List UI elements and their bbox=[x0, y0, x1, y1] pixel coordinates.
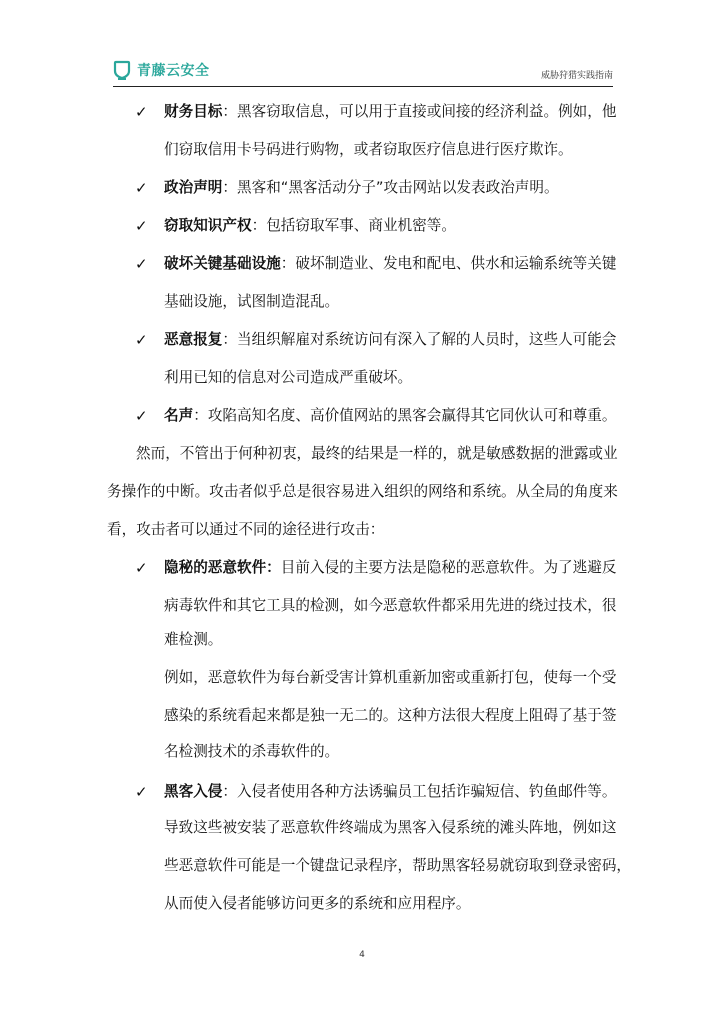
bullet-continuation: 基础设施，试图制造混乱。 bbox=[164, 293, 340, 310]
page-number: 4 bbox=[359, 950, 365, 960]
check-icon: ✓ bbox=[135, 331, 148, 349]
check-icon: ✓ bbox=[135, 217, 148, 235]
bullet-continuation: 些恶意软件可能是一个键盘记录程序，帮助黑客轻易就窃取到登录密码， bbox=[164, 857, 632, 874]
logo-text: 青藤云安全 bbox=[137, 63, 210, 79]
bullet-item: 黑客入侵：入侵者使用各种方法诱骗员工包括诈骗短信、钓鱼邮件等。 bbox=[164, 783, 617, 800]
check-icon: ✓ bbox=[135, 103, 148, 121]
bullet-continuation: 利用已知的信息对公司造成严重破坏。 bbox=[164, 369, 413, 386]
bullet-item: 财务目标：黑客窃取信息，可以用于直接或间接的经济利益。例如，他 bbox=[164, 103, 617, 120]
bullet-continuation: 例如，恶意软件为每台新受害计算机重新加密或重新打包，使每一个受 bbox=[164, 669, 617, 686]
bullet-item: 政治声明：黑客和“黑客活动分子”攻击网站以发表政治声明。 bbox=[164, 179, 559, 196]
bullet-item: 窃取知识产权：包括窃取军事、商业机密等。 bbox=[164, 217, 456, 234]
bullet-continuation: 病毒软件和其它工具的检测，如今恶意软件都采用先进的绕过技术，很 bbox=[164, 597, 617, 614]
page-header bbox=[113, 56, 613, 87]
check-icon: ✓ bbox=[135, 783, 148, 801]
bullet-item: 恶意报复：当组织解雇对系统访问有深入了解的人员时，这些人可能会 bbox=[164, 331, 617, 348]
bullet-continuation: 难检测。 bbox=[164, 631, 223, 648]
document-title: 威胁狩猎实践指南 bbox=[540, 71, 613, 81]
paragraph-line: 然而，不管出于何种初衷，最终的结果是一样的，就是敏感数据的泄露或业 bbox=[136, 445, 618, 462]
paragraph-line: 看，攻击者可以通过不同的途径进行攻击： bbox=[107, 521, 385, 538]
check-icon: ✓ bbox=[135, 559, 148, 577]
logo bbox=[113, 60, 210, 80]
shield-logo-icon bbox=[113, 60, 131, 80]
check-icon: ✓ bbox=[135, 407, 148, 425]
bullet-item: 隐秘的恶意软件：目前入侵的主要方法是隐秘的恶意软件。为了逃避反 bbox=[164, 559, 617, 576]
bullet-item: 名声：攻陷高知名度、高价值网站的黑客会赢得其它同伙认可和尊重。 bbox=[164, 407, 617, 424]
bullet-continuation: 们窃取信用卡号码进行购物，或者窃取医疗信息进行医疗欺诈。 bbox=[164, 141, 573, 158]
check-icon: ✓ bbox=[135, 179, 148, 197]
bullet-continuation: 从而使入侵者能够访问更多的系统和应用程序。 bbox=[164, 895, 471, 912]
bullet-continuation: 名检测技术的杀毒软件的。 bbox=[164, 743, 340, 760]
bullet-item: 破坏关键基础设施：破坏制造业、发电和配电、供水和运输系统等关键 bbox=[164, 255, 617, 272]
check-icon: ✓ bbox=[135, 255, 148, 273]
bullet-continuation: 感染的系统看起来都是独一无二的。这种方法很大程度上阻碍了基于签 bbox=[164, 707, 617, 724]
paragraph-line: 务操作的中断。攻击者似乎总是很容易进入组织的网络和系统。从全局的角度来 bbox=[107, 483, 618, 500]
bullet-continuation: 导致这些被安装了恶意软件终端成为黑客入侵系统的滩头阵地，例如这 bbox=[164, 819, 617, 836]
